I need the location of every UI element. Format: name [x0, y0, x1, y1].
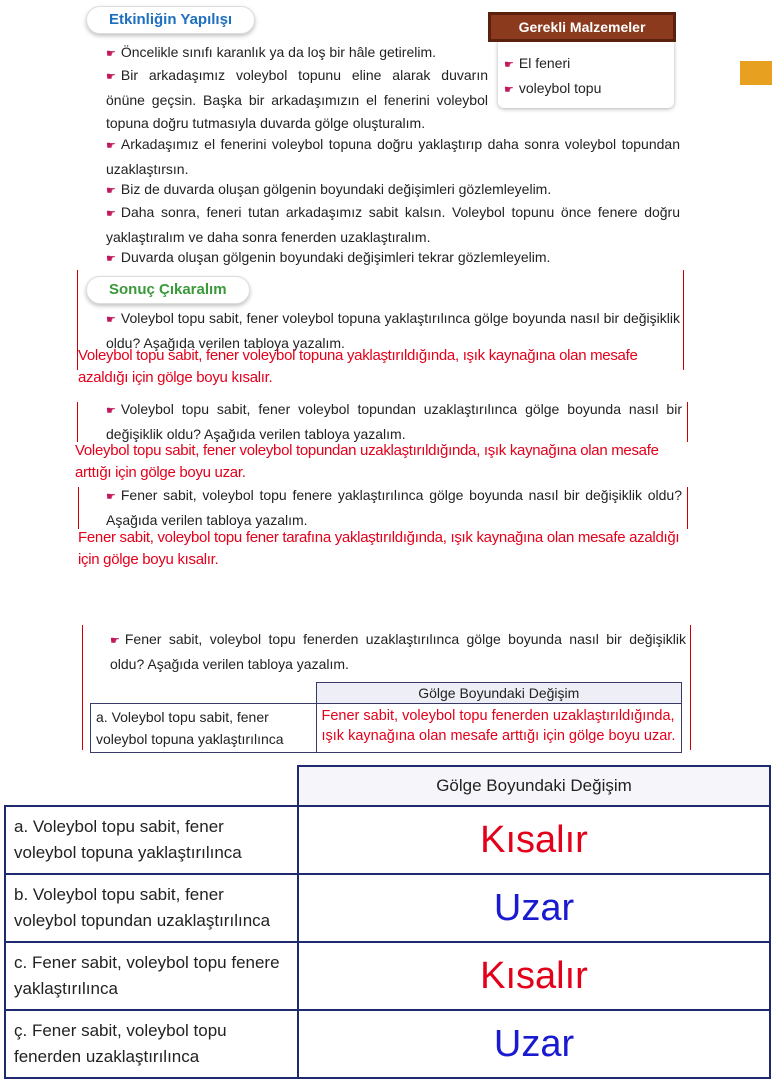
orange-tab	[740, 61, 772, 85]
materials-box	[488, 8, 678, 108]
row-answer: Uzar	[298, 874, 770, 942]
question: ☛ Fener sabit, voleybol topu fenere yaklaştırılınca gölge boyunda nasıl bir değişiklik oldu? Aşağıda verilen tabloya yazalım.	[106, 487, 682, 528]
row-label: ç. Fener sabit, voleybol topu fenerden uzaklaştırılınca	[5, 1010, 298, 1078]
step: ☛ Öncelikle sınıfı karanlık ya da loş bir hâle getirelim.	[106, 44, 437, 60]
conclusion-heading: Sonuç Çıkaralım	[86, 276, 250, 304]
small-table	[90, 682, 682, 753]
question: ☛ Fener sabit, voleybol topu fenerden uzaklaştırılınca gölge boyunda nasıl bir değişiklik oldu? Aşağıda verilen tabloya yazalım.	[110, 631, 686, 672]
pointing-hand-icon: ☛	[106, 208, 116, 220]
pointing-hand-icon: ☛	[106, 253, 116, 265]
step: ☛ Daha sonra, feneri tutan arkadaşımız sabit kalsın. Voleybol topunu önce fenere doğru yaklaştıralım ve daha sonra fenerden uzaklaştıralım.	[106, 204, 680, 245]
step: ☛ Bir arkadaşımız voleybol topunu eline alarak duvarın önüne geçsin. Başka bir arkadaşımızın el fenerini voleybol topuna doğru tutmasıyla duvarda gölge oluşturalım.	[106, 67, 488, 131]
pointing-hand-icon: ☛	[106, 185, 116, 197]
answer-table-header: Gölge Boyundaki Değişim	[298, 766, 770, 806]
row-answer: Kısalır	[298, 942, 770, 1010]
question: ☛ Voleybol topu sabit, fener voleybol topundan uzaklaştırılınca gölge boyunda nasıl bir değişiklik oldu? Aşağıda verilen tabloya yazalım.	[106, 401, 682, 442]
material-item: ☛ voleybol topu	[504, 80, 602, 96]
small-table-row-label: a. Voleybol topu sabit, fener voleybol topuna yaklaştırılınca	[91, 704, 317, 753]
row-label: a. Voleybol topu sabit, fener voleybol topuna yaklaştırılınca	[5, 806, 298, 874]
small-table-row-answer: Fener sabit, voleybol topu fenerden uzaklaştırıldığında, ışık kaynağına olan mesafe arttığı için gölge boyu uzar.	[316, 704, 682, 753]
row-label: c. Fener sabit, voleybol topu fenere yaklaştırılınca	[5, 942, 298, 1010]
question: ☛ Voleybol topu sabit, fener voleybol topuna yaklaştırılınca gölge boyunda nasıl bir değişiklik oldu? Aşağıda verilen tabloya yazalım.	[106, 310, 680, 351]
step: ☛ Arkadaşımız el fenerini voleybol topuna doğru yaklaştırıp daha sonra voleybol topundan uzaklaştırsın.	[106, 136, 680, 177]
step: ☛ Biz de duvarda oluşan gölgenin boyundaki değişimleri gözlemleyelim.	[106, 181, 552, 197]
material-item: ☛ El feneri	[504, 55, 571, 71]
answer-text: Fener sabit, voleybol topu fener tarafına yaklaştırıldığında, ışık kaynağına olan mesafe azaldığı için gölge boyu kısalır.	[78, 529, 680, 568]
pointing-hand-icon: ☛	[106, 71, 116, 83]
pointing-hand-icon: ☛	[504, 84, 514, 96]
row-answer: Uzar	[298, 1010, 770, 1078]
answer-text: Voleybol topu sabit, fener voleybol topundan uzaklaştırıldığında, ışık kaynağına olan mesafe arttığı için gölge boyu uzar.	[75, 442, 659, 481]
small-table-header: Gölge Boyundaki Değişim	[316, 683, 682, 704]
row-label: b. Voleybol topu sabit, fener voleybol topundan uzaklaştırılınca	[5, 874, 298, 942]
pointing-hand-icon: ☛	[106, 140, 116, 152]
answer-text: Voleybol topu sabit, fener voleybol topuna yaklaştırıldığında, ışık kaynağına olan mesafe azaldığı için gölge boyu kısalır.	[78, 347, 638, 386]
pointing-hand-icon: ☛	[504, 59, 514, 71]
row-answer: Kısalır	[298, 806, 770, 874]
answer-table	[4, 765, 771, 1079]
activity-heading: Etkinliğin Yapılışı	[86, 6, 255, 34]
pointing-hand-icon: ☛	[106, 48, 116, 60]
step: ☛ Duvarda oluşan gölgenin boyundaki değişimleri tekrar gözlemleyelim.	[106, 249, 551, 265]
materials-title: Gerekli Malzemeler	[488, 12, 676, 42]
